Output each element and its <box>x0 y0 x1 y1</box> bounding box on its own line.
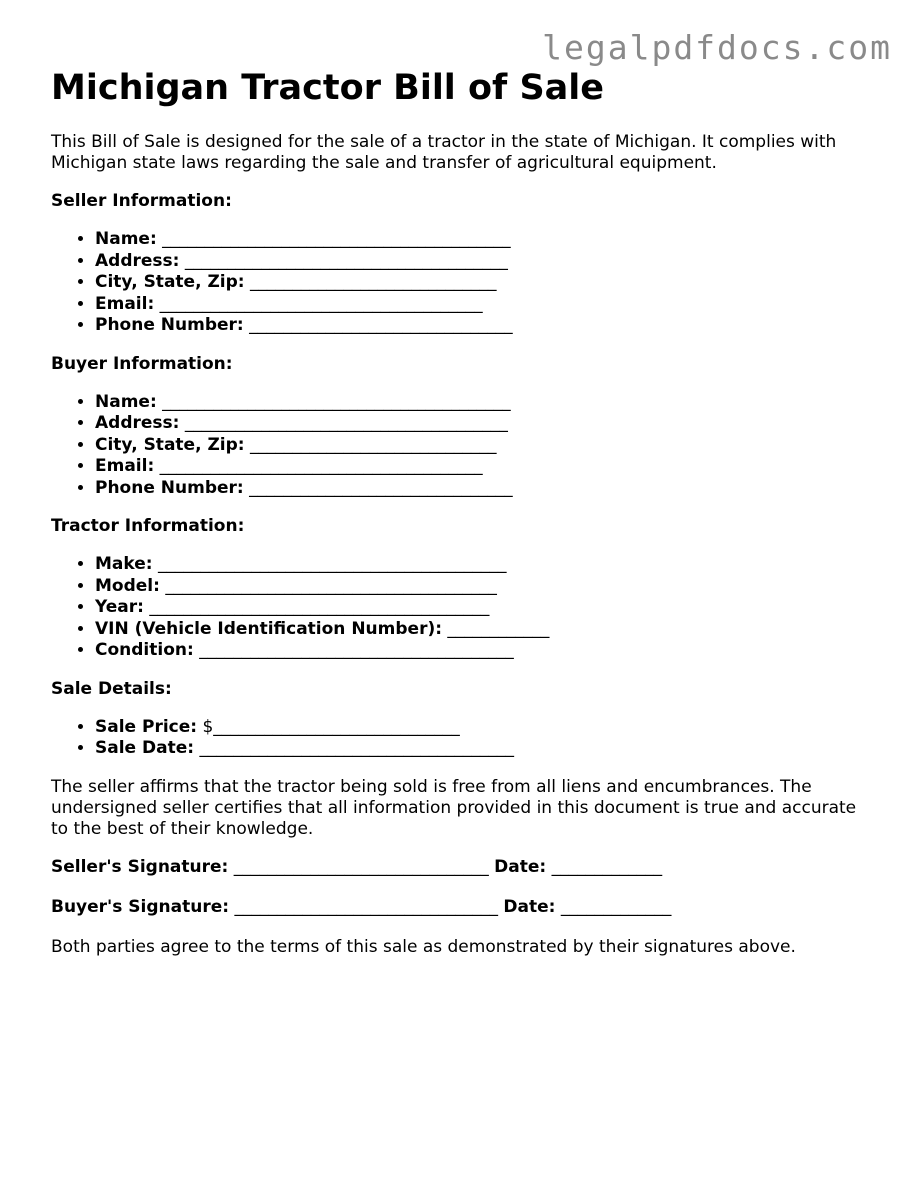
document-page <box>51 66 871 975</box>
field-label: Year: <box>95 597 144 617</box>
field-blank[interactable]: ______________________________________ <box>184 413 508 433</box>
field-blank[interactable]: _____________________________________ <box>199 640 514 660</box>
sale-date-field[interactable] <box>95 738 871 760</box>
buyer-city-state-zip-field[interactable] <box>95 435 871 457</box>
buyer-date-blank[interactable]: _____________ <box>560 896 672 917</box>
seller-heading: Seller Information: <box>51 191 232 211</box>
field-label: Phone Number: <box>95 477 244 498</box>
field-blank[interactable]: _____________________________ <box>249 434 497 455</box>
closing-paragraph: Both parties agree to the terms of this sale as demonstrated by their signatures above. <box>51 936 796 957</box>
field-label: Address: <box>95 250 180 271</box>
sale-price-field[interactable] <box>95 717 871 739</box>
page-title: Michigan Tractor Bill of Sale <box>51 68 605 108</box>
buyer-phone-field[interactable] <box>95 478 871 500</box>
field-blank[interactable]: _____________________________ <box>249 272 497 292</box>
tractor-year-field[interactable] <box>95 597 871 619</box>
field-blank[interactable]: ______________________________________ <box>159 456 483 476</box>
seller-signature-label: Seller's Signature: <box>51 856 229 877</box>
field-blank[interactable]: ______________________________________ <box>159 293 483 314</box>
field-label: Sale Date: <box>95 738 195 758</box>
field-label: Address: <box>95 413 180 433</box>
buyer-signature-blank[interactable]: _______________________________ <box>234 896 498 917</box>
seller-date-blank[interactable]: _____________ <box>551 856 663 877</box>
buyer-signature-line <box>51 897 871 918</box>
field-label: City, State, Zip: <box>95 434 245 455</box>
field-blank[interactable]: _________________________________________ <box>162 229 511 249</box>
seller-signature-blank[interactable]: ______________________________ <box>233 856 489 877</box>
seller-date-label: Date: <box>494 856 547 877</box>
sale-heading: Sale Details: <box>51 678 172 699</box>
seller-email-field[interactable] <box>95 294 871 316</box>
field-label: Phone Number: <box>95 315 244 335</box>
field-label: Email: <box>95 456 155 476</box>
buyer-address-field[interactable] <box>95 413 871 435</box>
field-blank[interactable]: _________________________________________ <box>157 554 507 574</box>
affirmation-paragraph: The seller affirms that the tractor being sold is free from all liens and encumbrances. The undersigned seller certifies that all information provided in this document is true and accurate to the best of their knowledge. <box>51 776 857 839</box>
buyer-signature-label: Buyer's Signature: <box>51 896 230 917</box>
tractor-heading: Tractor Information: <box>51 516 245 536</box>
buyer-field-list <box>51 392 871 500</box>
field-blank[interactable]: _____________________________________ <box>199 738 514 758</box>
field-blank[interactable]: _________________________________________ <box>162 391 511 412</box>
tractor-condition-field[interactable] <box>95 640 871 662</box>
buyer-date-label: Date: <box>503 896 556 917</box>
seller-field-list <box>51 229 871 337</box>
buyer-heading: Buyer Information: <box>51 353 233 374</box>
seller-phone-field[interactable] <box>95 315 871 337</box>
field-label: Email: <box>95 293 155 314</box>
field-label: VIN (Vehicle Identification Number): <box>95 618 443 639</box>
intro-paragraph: This Bill of Sale is designed for the sale of a tractor in the state of Michigan. It complies with Michigan state laws regarding the sale and transfer of agricultural equipment. <box>51 132 837 173</box>
field-label: Model: <box>95 575 160 596</box>
sale-field-list <box>51 717 871 760</box>
field-label: Make: <box>95 554 153 574</box>
field-blank[interactable]: $_____________________________ <box>202 716 460 737</box>
buyer-email-field[interactable] <box>95 456 871 478</box>
seller-name-field[interactable] <box>95 229 871 251</box>
field-blank[interactable]: ______________________________________ <box>184 250 508 271</box>
field-blank[interactable]: ____________ <box>447 618 550 639</box>
buyer-name-field[interactable] <box>95 392 871 414</box>
field-blank[interactable]: _______________________________ <box>249 477 513 498</box>
field-label: Sale Price: <box>95 716 198 737</box>
field-blank[interactable]: _______________________________ <box>249 315 513 335</box>
seller-city-state-zip-field[interactable] <box>95 272 871 294</box>
tractor-model-field[interactable] <box>95 576 871 598</box>
field-blank[interactable]: _______________________________________ <box>165 575 497 596</box>
field-blank[interactable]: ________________________________________ <box>149 597 490 617</box>
tractor-make-field[interactable] <box>95 554 871 576</box>
field-label: City, State, Zip: <box>95 272 245 292</box>
watermark: legalpdfdocs.com <box>542 28 892 67</box>
field-label: Condition: <box>95 640 194 660</box>
field-label: Name: <box>95 391 157 412</box>
field-label: Name: <box>95 229 157 249</box>
seller-signature-line <box>51 857 871 878</box>
seller-address-field[interactable] <box>95 251 871 273</box>
tractor-vin-field[interactable] <box>95 619 871 641</box>
tractor-field-list <box>51 554 871 662</box>
